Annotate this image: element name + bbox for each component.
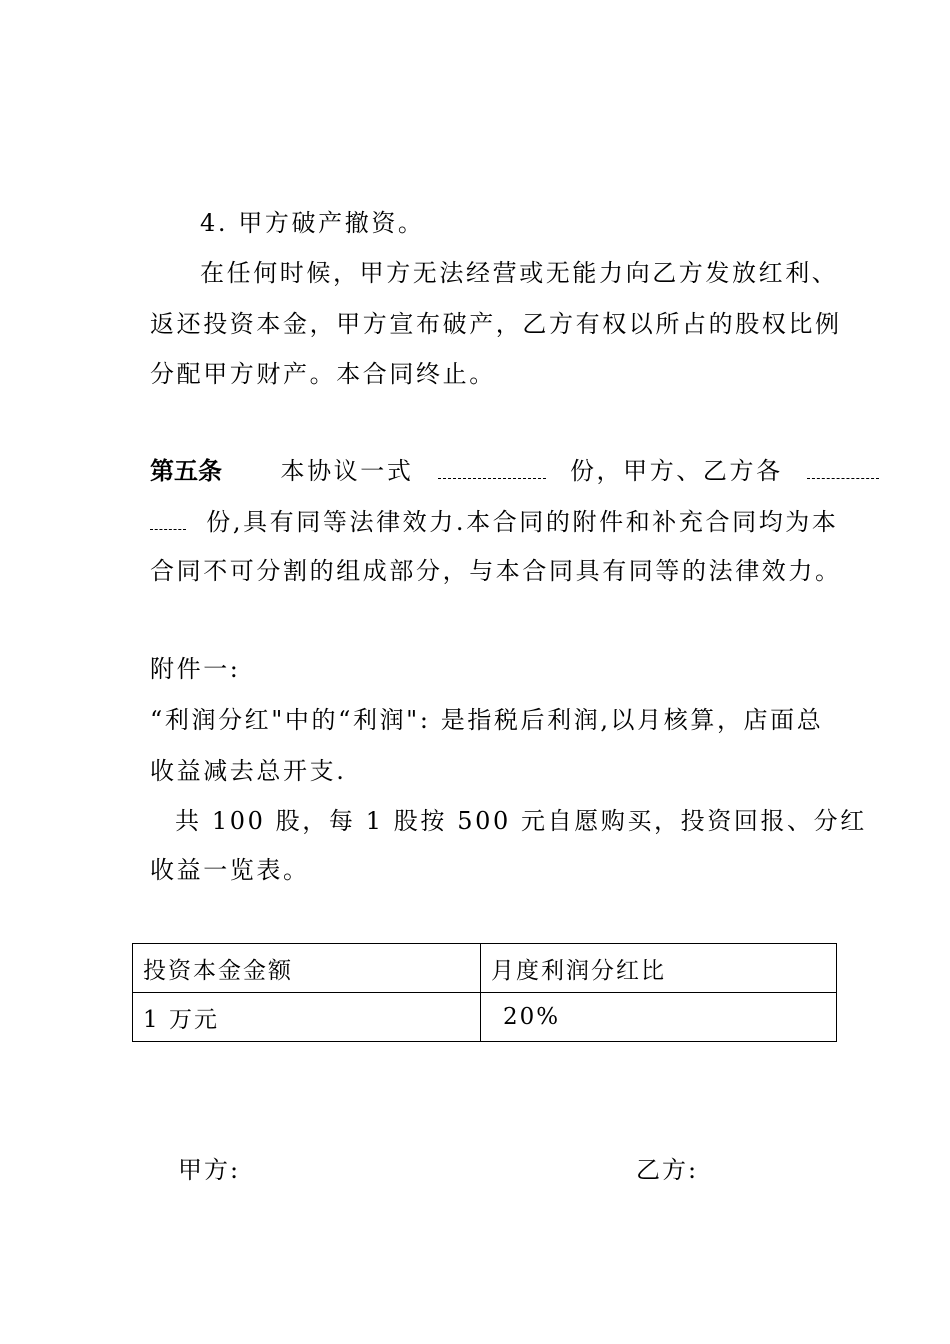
copies-each-blank [807, 460, 879, 479]
article-5-line-2 [150, 507, 839, 537]
clause-4-paragraph-line-3: 分配甲方财产。本合同终止。 [150, 360, 496, 388]
article-5-line-1 [150, 456, 879, 486]
copies-total-blank [438, 460, 546, 479]
table-header-principal: 投资本金金额 [133, 944, 481, 993]
party-a-signature-label: 甲方: [178, 1156, 241, 1184]
article-5-text-b: 份，甲方、乙方各 [569, 457, 783, 485]
appendix-definition-line-1: “利润分红"中的“利润": 是指税后利润,以月核算，店面总 [150, 706, 824, 734]
article-5-heading: 第五条 [150, 456, 222, 485]
table-header-row [133, 944, 837, 993]
clause-4-title: 4. 甲方破产撤资。 [200, 209, 425, 237]
article-5-text-a: 本协议一式 [280, 457, 414, 485]
article-5-line-3: 合同不可分割的组成部分，与本合同具有同等的法律效力。 [150, 557, 842, 585]
dividend-table [132, 943, 837, 1042]
appendix-definition-line-2: 收益减去总开支. [150, 757, 347, 785]
appendix-shares-line-2: 收益一览表。 [150, 856, 310, 884]
table-header-dividend-ratio: 月度利润分红比 [481, 944, 837, 993]
party-b-signature-label: 乙方: [636, 1156, 699, 1184]
table-row [133, 993, 837, 1042]
copies-each-blank-continued [150, 511, 186, 530]
clause-4-paragraph-line-2: 返还投资本金，甲方宣布破产，乙方有权以所占的股权比例 [150, 310, 842, 338]
appendix-shares-line-1: 共 100 股，每 1 股按 500 元自愿购买，投资回报、分红 [175, 807, 867, 835]
table-cell-principal: 1 万元 [133, 993, 481, 1042]
clause-4-paragraph-line-1: 在任何时候，甲方无法经营或无能力向乙方发放红利、 [200, 259, 839, 287]
appendix-title: 附件一: [150, 655, 241, 683]
table-cell-dividend-ratio: 20% [481, 993, 837, 1042]
article-5-text-c: 份,具有同等法律效力.本合同的附件和补充合同均为本 [206, 508, 839, 536]
